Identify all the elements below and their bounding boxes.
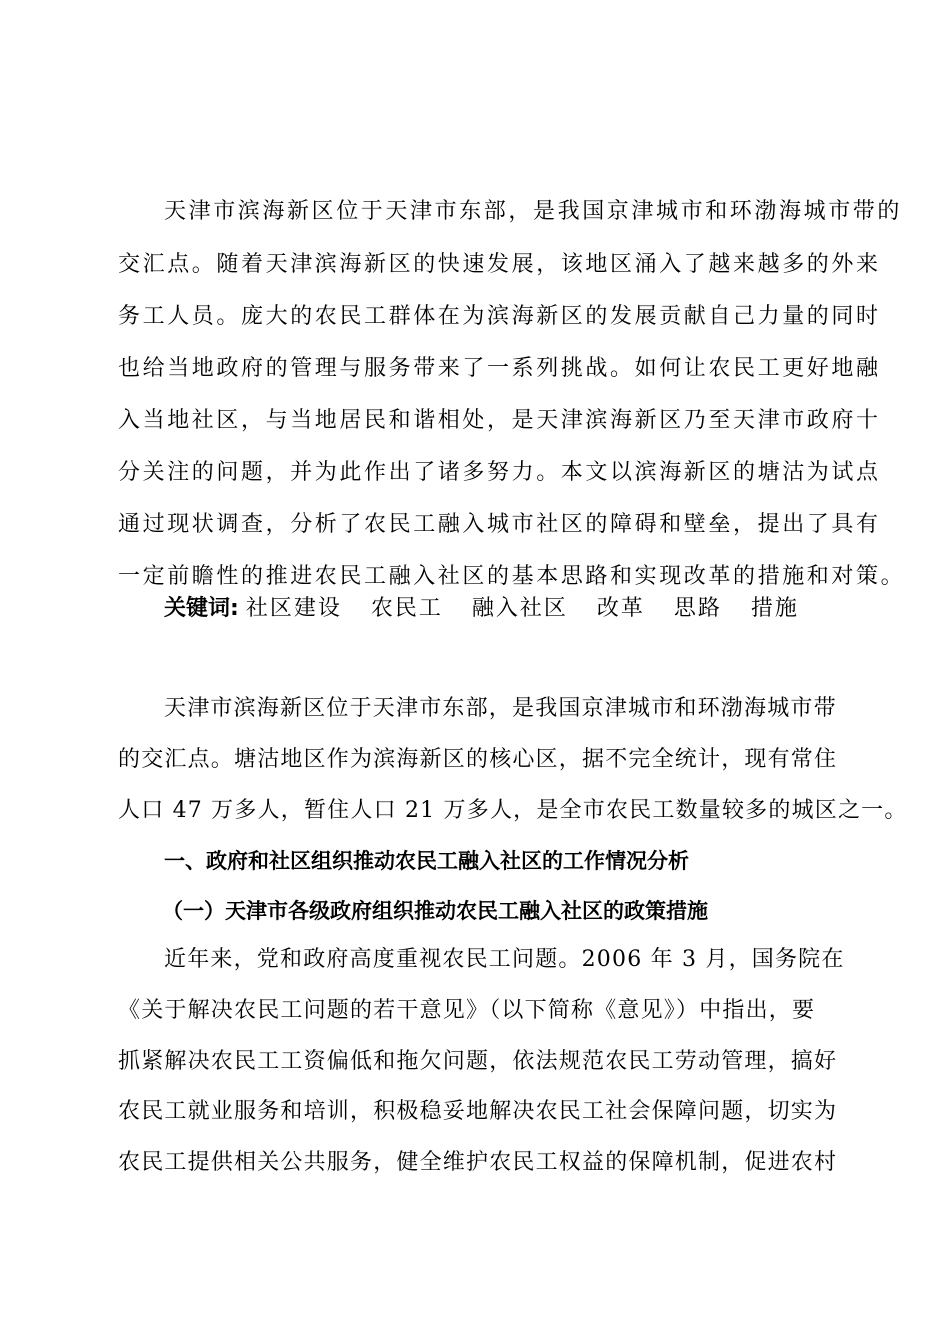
paragraph-line: 近年来，党和政府高度重视农民工问题。2006 年 3 月，国务院在: [164, 947, 845, 972]
keywords-label: 关键词:: [164, 596, 239, 621]
abstract-line: 分关注的问题，并为此作出了诸多努力。本文以滨海新区的塘沽为试点: [118, 460, 881, 485]
abstract-line: 入当地社区，与当地居民和谐相处，是天津滨海新区乃至天津市政府十: [118, 408, 881, 433]
intro-line: 人口 47 万多人，暂住人口 21 万多人，是全市农民工数量较多的城区之一。: [118, 798, 908, 823]
paragraph-line: 农民工提供相关公共服务，健全维护农民工权益的保障机制，促进农村: [118, 1150, 838, 1175]
abstract-line: 也给当地政府的管理与服务带来了一系列挑战。如何让农民工更好地融: [118, 356, 881, 381]
paragraph-line: 《关于解决农民工问题的若干意见》（以下简称《意见》）中指出，要: [118, 998, 816, 1023]
abstract-line: 天津市滨海新区位于天津市东部，是我国京津城市和环渤海城市带的: [164, 199, 903, 224]
paragraph-line: 农民工就业服务和培训，积极稳妥地解决农民工社会保障问题，切实为: [118, 1099, 838, 1124]
abstract-line: 通过现状调查，分析了农民工融入城市社区的障碍和壁垒，提出了具有: [118, 512, 881, 537]
abstract-line: 一定前瞻性的推进农民工融入社区的基本思路和实现改革的措施和对策。: [118, 564, 906, 589]
section-heading: 一、政府和社区组织推动农民工融入社区的工作情况分析: [164, 849, 689, 873]
abstract-line: 务工人员。庞大的农民工群体在为滨海新区的发展贡献自己力量的同时: [118, 304, 881, 329]
paragraph-line: 抓紧解决农民工工资偏低和拖欠问题，依法规范农民工劳动管理，搞好: [118, 1049, 838, 1074]
keyword: 农民工: [370, 596, 443, 621]
keyword: 融入社区: [471, 596, 568, 621]
keyword: 社区建设: [245, 596, 342, 621]
abstract-line: 交汇点。随着天津滨海新区的快速发展，该地区涌入了越来越多的外来: [118, 252, 881, 277]
keywords-line: [164, 594, 884, 624]
intro-line: 的交汇点。塘沽地区作为滨海新区的核心区，据不完全统计，现有常住: [118, 747, 838, 772]
keyword: 思路: [673, 596, 722, 621]
intro-line: 天津市滨海新区位于天津市东部，是我国京津城市和环渤海城市带: [164, 696, 837, 721]
keyword: 措施: [750, 596, 799, 621]
subsection-heading: （一）天津市各级政府组织推动农民工融入社区的政策措施: [162, 899, 708, 923]
keyword: 改革: [596, 596, 645, 621]
